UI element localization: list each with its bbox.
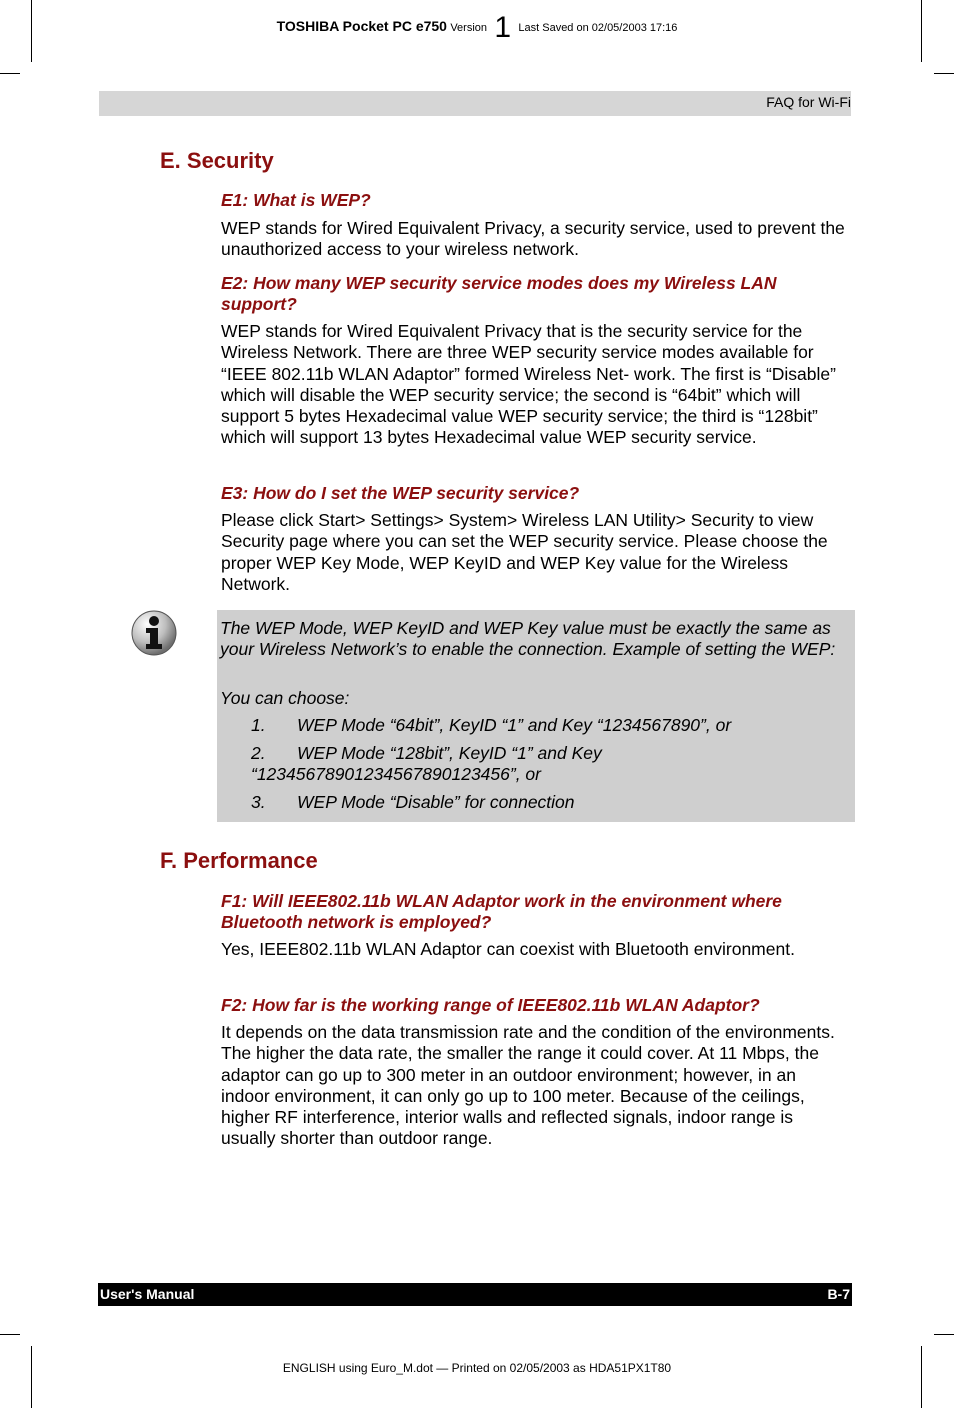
header-label: FAQ for Wi-Fi [766, 94, 851, 110]
running-header [99, 91, 851, 116]
list-item [251, 715, 851, 736]
footer-bar [98, 1283, 852, 1306]
section-title-security: E. Security [160, 148, 274, 173]
crop-mark [0, 73, 20, 74]
crop-mark [934, 73, 954, 74]
answer-e3: Please click Start> Settings> System> Wireless LAN Utility> Security to view Security page where you can set the WEP security service. Please choose the proper WEP Key Mode, WEP KeyID and WEP Key value for the Wireless Network. [221, 510, 828, 594]
answer-e1: WEP stands for Wired Equivalent Privacy, a security service, used to prevent the unauthorized access to your wireless network. [221, 218, 845, 260]
version-label: Version [450, 22, 488, 34]
crop-mark [0, 1334, 20, 1335]
crop-mark [934, 1334, 954, 1335]
question-f2: F2: How far is the working range of IEEE802.11b WLAN Adaptor? [221, 995, 760, 1015]
answer-e2: WEP stands for Wired Equivalent Privacy that is the security service for the Wireless Network. There are three WEP security service modes available for “IEEE 802.11b WLAN Adaptor” formed Wireless Net- work. The first is “Disable” which will disable the WEP security service; the second is “64bit” which will support 5 bytes Hexadecimal value WEP security service; the third is “128bit” which will support 13 bytes Hexadecimal value WEP security service. [221, 321, 836, 448]
question-e1: E1: What is WEP? [221, 190, 371, 210]
crop-mark [921, 1346, 922, 1408]
crop-mark [31, 1346, 32, 1408]
list-text: WEP Mode “128bit”, KeyID “1” and Key “12345678901234567890123456”, or [251, 743, 602, 784]
list-item [251, 792, 851, 813]
answer-f1: Yes, IEEE802.11b WLAN Adaptor can coexist with Bluetooth environment. [221, 939, 795, 959]
list-number: 1. [251, 715, 266, 735]
question-f1: F1: Will IEEE802.11b WLAN Adaptor work in the environment where Bluetooth network is employed? [221, 891, 782, 932]
last-saved: Last Saved on 02/05/2003 17:16 [518, 22, 678, 34]
info-icon [131, 610, 177, 656]
question-e2: E2: How many WEP security service modes does my Wireless LAN support? [221, 273, 777, 314]
question-e3: E3: How do I set the WEP security service? [221, 483, 580, 503]
list-text: WEP Mode “Disable” for connection [297, 792, 575, 812]
document-meta [0, 11, 954, 44]
list-number: 2. [251, 743, 266, 763]
note-text: The WEP Mode, WEP KeyID and WEP Key value must be exactly the same as your Wireless Network’s to enable the connection. Example of setting the WEP: [220, 618, 836, 659]
footer-manual-label: User's Manual [100, 1286, 195, 1302]
list-number: 3. [251, 792, 266, 812]
print-info: ENGLISH using Euro_M.dot — Printed on 02/05/2003 as HDA51PX1T80 [282, 1361, 672, 1375]
list-text: WEP Mode “64bit”, KeyID “1” and Key “1234567890”, or [297, 715, 732, 735]
note-choose: You can choose: [220, 688, 350, 708]
product-name: TOSHIBA Pocket PC e750 [276, 18, 447, 34]
list-item [251, 743, 851, 785]
page-number: B-7 [827, 1286, 850, 1302]
section-title-performance: F. Performance [160, 848, 318, 873]
version-number: 1 [494, 11, 512, 44]
answer-f2: It depends on the data transmission rate and the condition of the environments. The higher the data rate, the smaller the range it could cover. At 11 Mbps, the adaptor can go up to 300 meter in an outdoor environment; however, in an indoor environment, it can only go up to 100 meter. Because of the ceilings, higher RF interference, interior walls and reflected signals, indoor range is usually shorter than outdoor range. [221, 1022, 835, 1149]
